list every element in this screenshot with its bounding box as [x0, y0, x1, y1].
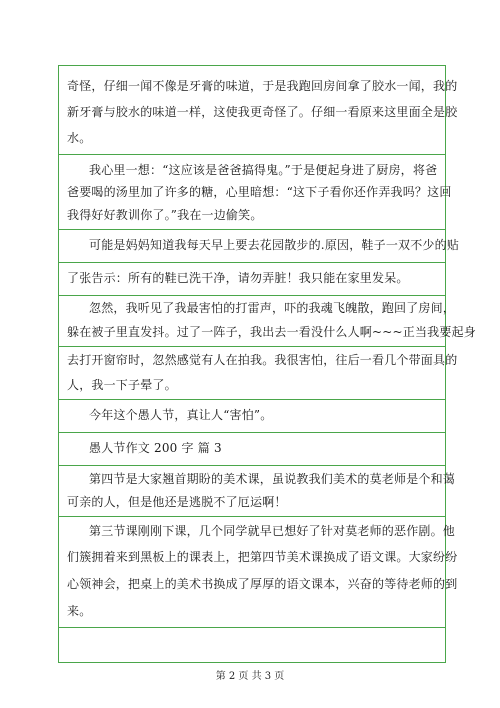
- table-divider: [58, 399, 446, 400]
- text-line: 躲在被子里直发抖。过了一阵子，我出去一看没什么人啊~~~正当我要起身: [67, 325, 476, 339]
- text-line: 新牙膏与胶水的味道一样，这使我更奇怪了。仔细一看原来这里面全是胶: [67, 105, 458, 119]
- text-line: 第三节课刚刚下课，几个同学就早已想好了针对莫老师的恶作剧。他: [89, 524, 456, 538]
- text-line: 可亲的人，但是他还是逃脱不了厄运啊！: [67, 495, 287, 509]
- text-line: 心领神会，把桌上的美术书换成了厚厚的语文课本，兴奋的等待老师的到: [67, 577, 458, 591]
- table-divider: [58, 516, 446, 517]
- table-divider: [58, 465, 446, 466]
- table-divider: [58, 229, 446, 230]
- text-line: 爸要喝的汤里加了许多的糖，心里暗想：“这下子看你还作弄我吗？这回: [67, 185, 452, 199]
- table-divider: [58, 154, 446, 155]
- page-footer: 第 2 页 共 3 页: [215, 671, 285, 682]
- text-line: 忽然，我听见了我最害怕的打雷声，吓的我魂飞魄散，跑回了房间，: [89, 301, 456, 315]
- table-divider: [58, 262, 446, 263]
- text-line: 人，我一下子晕了。: [67, 378, 177, 392]
- table-divider: [58, 346, 446, 347]
- text-line: 我心里一想：“这应该是爸爸搞得鬼。”于是便起身进了厨房，将爸: [89, 163, 438, 177]
- text-line: 水。: [67, 131, 92, 145]
- table-divider: [58, 432, 446, 433]
- text-line: 们簇拥着来到黑板上的课表上，把第四节美术课换成了语文课。大家纷纷: [67, 550, 458, 564]
- text-line: 我得好好教训你了。”我在一边偷笑。: [67, 208, 263, 222]
- table-divider: [58, 627, 446, 628]
- text-line: 第四节是大家翘首期盼的美术课，虽说教我们美术的莫老师是个和蔼: [89, 472, 456, 486]
- text-line: 去打开窗帘时，忽然感觉有人在拍我。我很害怕，往后一看几个带面具的: [67, 353, 458, 367]
- text-line: 今年这个愚人节，真让人“害怕”。: [89, 408, 273, 422]
- text-line: 奇怪，仔细一闻不像是牙膏的味道，于是我跑回房间拿了胶水一闻，我的: [67, 79, 458, 93]
- table-divider: [58, 295, 446, 296]
- text-line: 可能是妈妈知道我每天早上要去花园散步的.原因，鞋子一双不少的贴: [89, 238, 460, 252]
- text-line: 来。: [67, 604, 92, 618]
- section-heading: 愚人节作文 200 字 篇 3: [89, 441, 222, 455]
- text-line: 了张告示：所有的鞋已洗干净，请勿弄脏！我只能在家里发呆。: [67, 271, 409, 285]
